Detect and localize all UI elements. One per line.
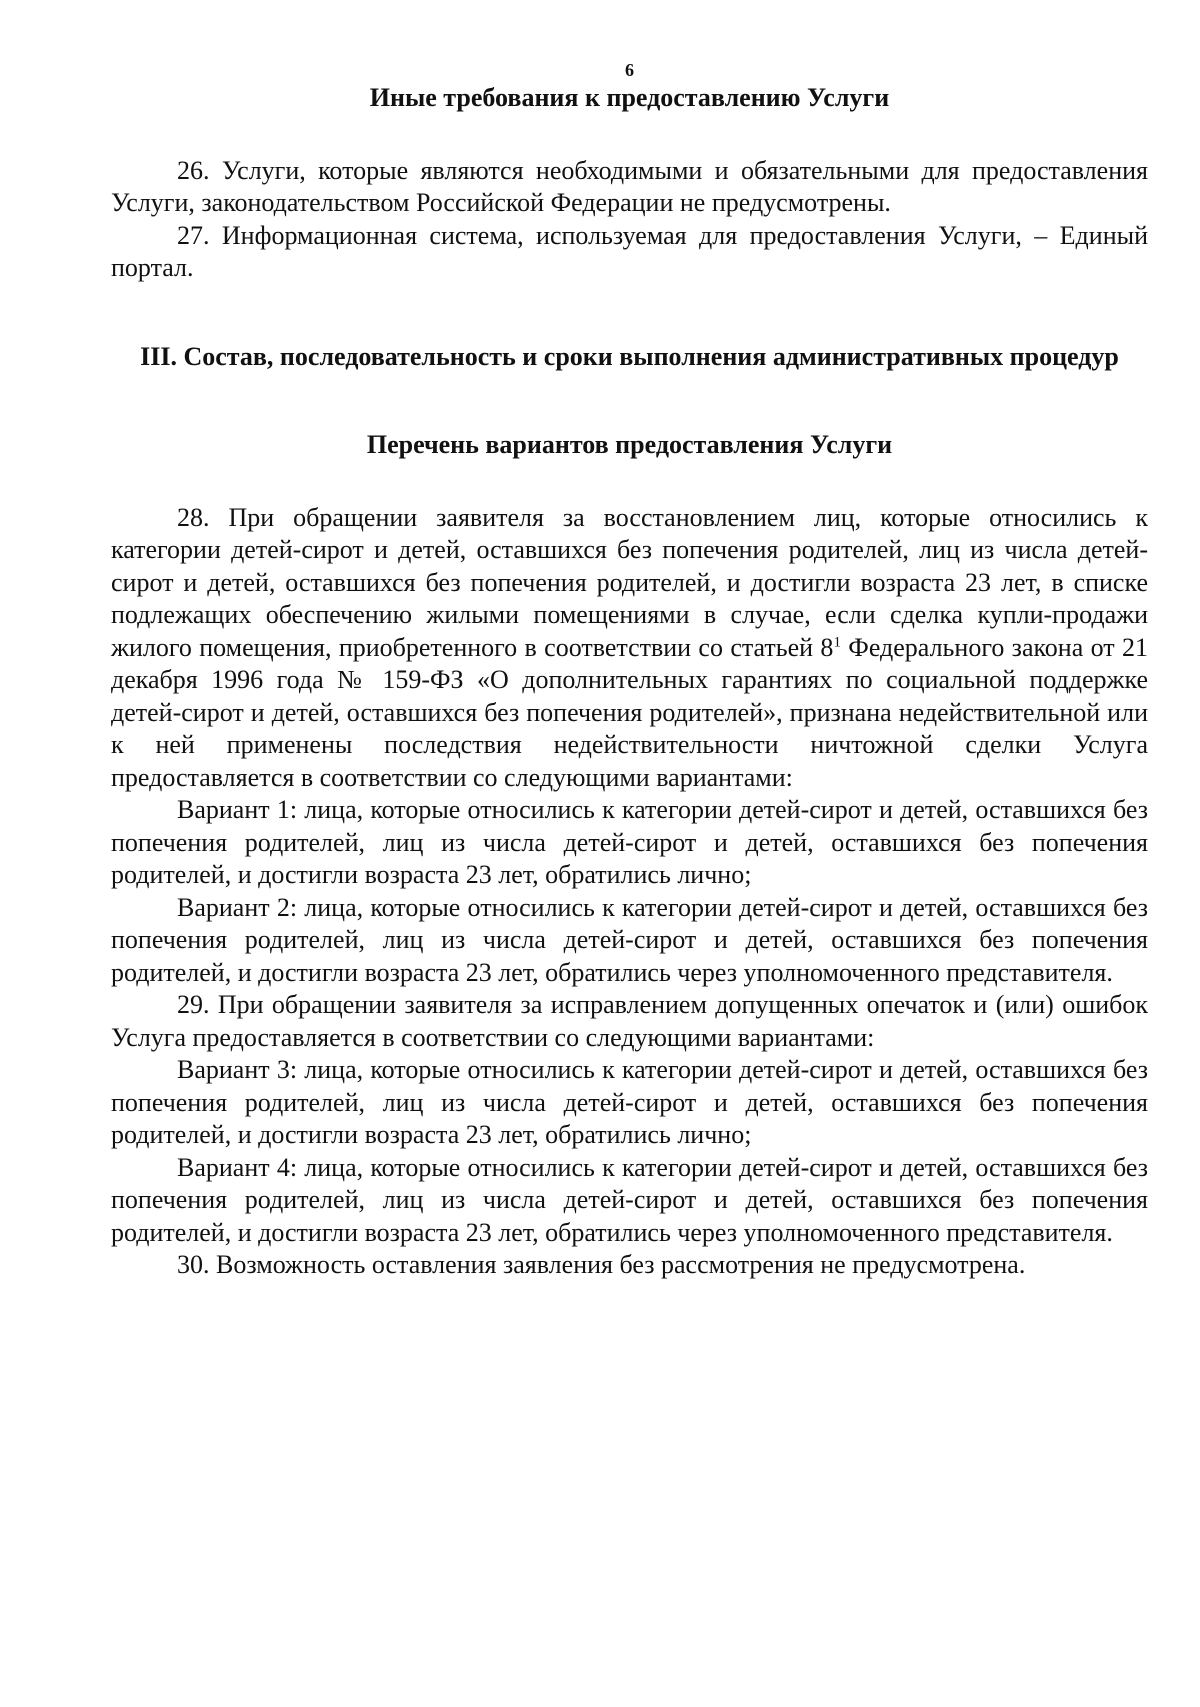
paragraph-28-part-1: 28. При обращении заявителя за восстановлением лиц, которые относились к категории детей-сирот и детей, оставшихся без попечения родителей, лиц из числа детей-сирот и детей, оставшихся без попечения родителей, и достигли возраста 23 лет, в списке подлежащих обеспечению жилыми помещениями в случае, если сделка купли-продажи жилого помещения, приобретенного в соответствии со статьей 8	[111, 502, 1148, 662]
page-content	[111, 58, 1148, 1282]
paragraph-30: 30. Возможность оставления заявления без рассмотрения не предусмотрена.	[177, 1250, 1026, 1279]
section-iii-heading: III. Состав, последовательность и сроки выполнения административных процедур	[140, 341, 1119, 371]
page-number: 6	[625, 60, 634, 80]
paragraph-26: 26. Услуги, которые являются необходимыми и обязательными для предоставления Услуги, законодательством Российской Федерации не предусмотрены.	[111, 155, 1148, 217]
variant-4: Вариант 4: лица, которые относились к категории детей-сирот и детей, оставшихся без попечения родителей, лиц из числа детей-сирот и детей, оставшихся без попечения родителей, и достигли возраста 23 лет, обратились через уполномоченного представителя.	[111, 1152, 1148, 1247]
variant-2: Вариант 2: лица, которые относились к категории детей-сирот и детей, оставшихся без попечения родителей, лиц из числа детей-сирот и детей, оставшихся без попечения родителей, и достигли возраста 23 лет, обратились через уполномоченного представителя.	[111, 892, 1148, 987]
article-superscript: 1	[833, 633, 841, 650]
spacer	[111, 285, 1148, 341]
variant-1: Вариант 1: лица, которые относились к категории детей-сирот и детей, оставшихся без попечения родителей, лиц из числа детей-сирот и детей, оставшихся без попечения родителей, и достигли возраста 23 лет, обратились лично;	[111, 795, 1148, 889]
paragraph-29: 29. При обращении заявителя за исправлением допущенных опечаток и (или) ошибок Услуга предоставляется в соответствии со следующими вариантами:	[111, 990, 1148, 1052]
heading-variants-list: Перечень вариантов предоставления Услуги	[366, 430, 893, 459]
variant-3: Вариант 3: лица, которые относились к категории детей-сирот и детей, оставшихся без попечения родителей, лиц из числа детей-сирот и детей, оставшихся без попечения родителей, и достигли возраста 23 лет, обратились лично;	[111, 1055, 1148, 1149]
paragraph-27: 27. Информационная система, используемая для предоставления Услуги, – Единый портал.	[111, 220, 1148, 282]
heading-other-requirements: Иные требования к предоставлению Услуги	[369, 83, 890, 112]
spacer	[111, 373, 1148, 429]
spacer	[111, 115, 1148, 155]
paragraph-28	[111, 502, 1148, 795]
paragraph-28-part-2: Федерального закона от 21 декабря 1996 года № 159-ФЗ «О дополнительных гарантиях по социальной поддержке детей-сирот и детей, оставшихся без попечения родителей», признана недействительной или к ней применены последствия недействительности ничтожной сделки Услуга предоставляется в соответствии со следующими вариантами:	[111, 632, 1148, 792]
spacer	[111, 462, 1148, 502]
